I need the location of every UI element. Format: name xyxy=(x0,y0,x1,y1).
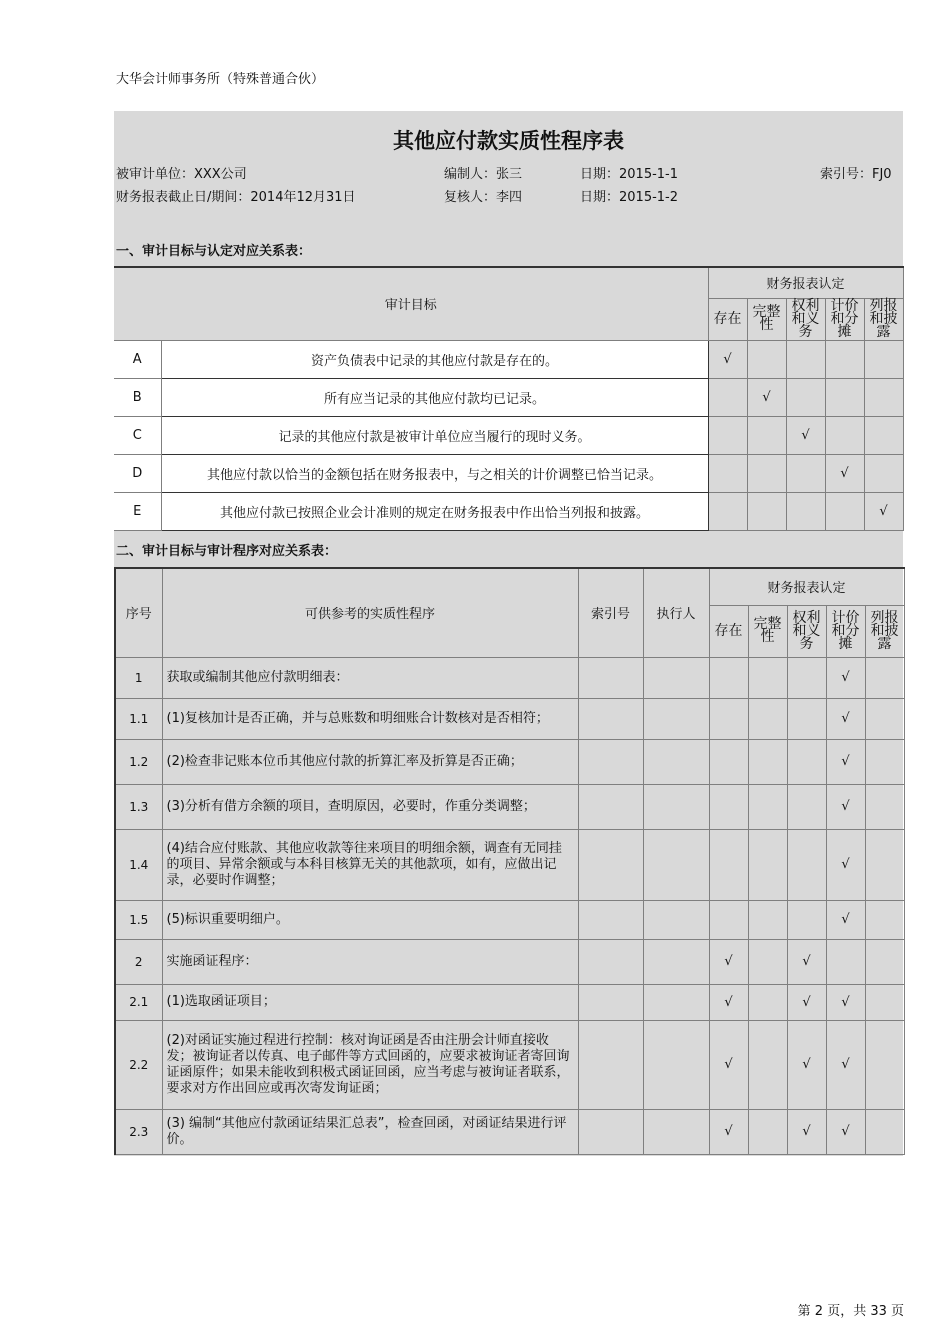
assertion-mark xyxy=(865,739,904,784)
procedure-text: (5)标识重要明细户。 xyxy=(162,900,578,939)
assertion-mark xyxy=(709,784,748,829)
goal-text: 其他应付款以恰当的金额包括在财务报表中，与之相关的计价调整已恰当记录。 xyxy=(161,454,708,492)
procedure-text: (4)结合应付账款、其他应收款等往来项目的明细余额，调查有无同挂的项目、异常余额或与本科目核算无关的其他款项，如有，应做出记录，必要时作调整； xyxy=(162,829,578,900)
assertion-mark xyxy=(748,984,787,1020)
assertion-mark xyxy=(787,739,826,784)
assertion-mark xyxy=(748,829,787,900)
assertion-row xyxy=(114,454,903,492)
procedure-executor xyxy=(643,1020,709,1109)
procedure-row xyxy=(115,657,904,698)
assertion-mark xyxy=(786,340,825,378)
assert-rights: 权利和义务 xyxy=(786,298,825,340)
assertion-table xyxy=(114,266,904,531)
procedure-number: 1 xyxy=(115,657,162,698)
assertion-mark: √ xyxy=(826,784,865,829)
worksheet xyxy=(114,111,903,1156)
assertion-mark xyxy=(709,900,748,939)
assertion-mark xyxy=(786,454,825,492)
assert-completeness: 完整性 xyxy=(747,298,786,340)
goal-code: D xyxy=(114,454,161,492)
assertion-mark xyxy=(787,829,826,900)
procedure-text: (2)对函证实施过程进行控制：核对询证函是否由注册会计师直接收发；被询证者以传真、电子邮件等方式回函的，应要求被询证者寄回询证函原件；如果未能收到积极式函证回函，应当考虑与被询证者联系，要求对方作出回应或再次寄发询证函； xyxy=(162,1020,578,1109)
assertion-mark: √ xyxy=(826,1020,865,1109)
procedure-number: 1.5 xyxy=(115,900,162,939)
procedure-text: (1)复核加计是否正确，并与总账数和明细账合计数核对是否相符； xyxy=(162,698,578,739)
assertion-mark: √ xyxy=(787,939,826,984)
assertion-mark xyxy=(709,829,748,900)
procedure-row xyxy=(115,739,904,784)
goal-code: E xyxy=(114,492,161,530)
assertion-mark xyxy=(747,492,786,530)
goal-code: A xyxy=(114,340,161,378)
assertion-mark xyxy=(709,657,748,698)
assertion-mark xyxy=(708,378,747,416)
assertion-row xyxy=(114,416,903,454)
procedure-number: 1.2 xyxy=(115,739,162,784)
procedure-executor xyxy=(643,657,709,698)
assertion-mark xyxy=(748,1020,787,1109)
assertion-mark: √ xyxy=(709,939,748,984)
section1-heading: 一、审计目标与认定对应关系表： xyxy=(116,244,312,259)
assertion-mark xyxy=(864,416,903,454)
assertion-mark xyxy=(825,492,864,530)
procedure-number: 1.4 xyxy=(115,829,162,900)
procedure-number: 1.3 xyxy=(115,784,162,829)
procedure-number: 2.1 xyxy=(115,984,162,1020)
client-name: 被审计单位：XXX公司 xyxy=(116,167,247,182)
assertion-mark xyxy=(825,340,864,378)
header-seq-no: 序号 xyxy=(115,568,162,657)
procedure-row xyxy=(115,939,904,984)
procedure-index xyxy=(578,739,643,784)
assertion-mark xyxy=(865,784,904,829)
assertion-mark xyxy=(747,340,786,378)
assertion-mark xyxy=(864,378,903,416)
assertion-mark: √ xyxy=(864,492,903,530)
goal-code: C xyxy=(114,416,161,454)
procedure-text: (1)选取函证项目； xyxy=(162,984,578,1020)
procedure-row xyxy=(115,829,904,900)
procedure-row xyxy=(115,984,904,1020)
procedure-text: 获取或编制其他应付款明细表： xyxy=(162,657,578,698)
procedure-executor xyxy=(643,784,709,829)
assertion-mark: √ xyxy=(825,454,864,492)
assert-completeness: 完整性 xyxy=(748,605,787,657)
goal-text: 其他应付款已按照企业会计准则的规定在财务报表中作出恰当列报和披露。 xyxy=(161,492,708,530)
assertion-mark xyxy=(787,900,826,939)
assertion-mark xyxy=(709,698,748,739)
assertion-mark: √ xyxy=(708,340,747,378)
assertion-mark xyxy=(825,378,864,416)
assertion-mark xyxy=(865,698,904,739)
procedure-row xyxy=(115,698,904,739)
assertion-mark: √ xyxy=(709,1109,748,1154)
assert-valuation: 计价和分摊 xyxy=(825,298,864,340)
procedure-index xyxy=(578,1109,643,1154)
assertion-mark xyxy=(865,657,904,698)
assertion-mark xyxy=(865,984,904,1020)
assert-existence: 存在 xyxy=(708,298,747,340)
procedure-number: 2 xyxy=(115,939,162,984)
section2-heading: 二、审计目标与审计程序对应关系表： xyxy=(116,544,338,559)
procedure-text: (3)分析有借方余额的项目，查明原因，必要时，作重分类调整； xyxy=(162,784,578,829)
assertion-mark: √ xyxy=(709,1020,748,1109)
assertion-mark xyxy=(787,784,826,829)
review-date: 日期：2015-1-2 xyxy=(580,190,679,205)
assertion-mark xyxy=(786,378,825,416)
procedure-executor xyxy=(643,829,709,900)
assertion-mark xyxy=(865,939,904,984)
procedure-index xyxy=(578,939,643,984)
assertion-mark: √ xyxy=(826,698,865,739)
procedure-row xyxy=(115,784,904,829)
procedure-index xyxy=(578,657,643,698)
assertion-mark: √ xyxy=(826,739,865,784)
assertion-mark xyxy=(865,829,904,900)
procedure-number: 1.1 xyxy=(115,698,162,739)
procedure-text: 实施函证程序： xyxy=(162,939,578,984)
assertion-mark: √ xyxy=(826,829,865,900)
assertion-mark xyxy=(748,939,787,984)
goal-text: 记录的其他应付款是被审计单位应当履行的现时义务。 xyxy=(161,416,708,454)
header-audit-goal: 审计目标 xyxy=(114,267,708,340)
assertion-mark xyxy=(708,492,747,530)
procedure-row xyxy=(115,1109,904,1154)
page-title: 其他应付款实质性程序表 xyxy=(393,129,624,153)
goal-code: B xyxy=(114,378,161,416)
assertion-mark: √ xyxy=(826,657,865,698)
procedure-executor xyxy=(643,698,709,739)
procedure-index xyxy=(578,784,643,829)
assertion-row xyxy=(114,492,903,530)
assertion-mark xyxy=(708,416,747,454)
preparer: 编制人：张三 xyxy=(444,167,523,182)
index-number: 索引号：FJ0 xyxy=(820,167,892,182)
assert-presentation: 列报和披露 xyxy=(865,605,904,657)
assertion-mark xyxy=(787,698,826,739)
assert-rights: 权利和义务 xyxy=(787,605,826,657)
assertion-mark: √ xyxy=(786,416,825,454)
header-executor: 执行人 xyxy=(643,568,709,657)
assertion-mark xyxy=(748,698,787,739)
procedure-table xyxy=(114,567,905,1155)
procedure-text: (3) 编制“其他应付款函证结果汇总表”，检查回函，对函证结果进行评价。 xyxy=(162,1109,578,1154)
assertion-mark xyxy=(786,492,825,530)
assertion-mark xyxy=(748,657,787,698)
assertion-mark xyxy=(787,657,826,698)
assertion-mark xyxy=(748,784,787,829)
assert-existence: 存在 xyxy=(709,605,748,657)
assertion-mark xyxy=(748,739,787,784)
assertion-mark xyxy=(748,1109,787,1154)
procedure-number: 2.3 xyxy=(115,1109,162,1154)
header-procedure: 可供参考的实质性程序 xyxy=(162,568,578,657)
assertion-row xyxy=(114,378,903,416)
prep-date: 日期：2015-1-1 xyxy=(580,167,679,182)
procedure-index xyxy=(578,984,643,1020)
goal-text: 所有应当记录的其他应付款均已记录。 xyxy=(161,378,708,416)
procedure-number: 2.2 xyxy=(115,1020,162,1109)
procedure-row xyxy=(115,1020,904,1109)
header-assertions: 财务报表认定 xyxy=(709,568,904,605)
assertion-mark: √ xyxy=(787,1020,826,1109)
assertion-mark xyxy=(865,900,904,939)
assertion-mark: √ xyxy=(826,1109,865,1154)
page-number: 第 2 页，共 33 页 xyxy=(797,1304,904,1319)
procedure-executor xyxy=(643,739,709,784)
assertion-mark xyxy=(709,739,748,784)
assertion-mark xyxy=(825,416,864,454)
assertion-mark: √ xyxy=(826,984,865,1020)
goal-text: 资产负债表中记录的其他应付款是存在的。 xyxy=(161,340,708,378)
assertion-mark: √ xyxy=(747,378,786,416)
assertion-mark xyxy=(748,900,787,939)
assertion-mark: √ xyxy=(826,900,865,939)
procedure-index xyxy=(578,900,643,939)
assertion-mark xyxy=(826,939,865,984)
procedure-text: (2)检查非记账本位币其他应付款的折算汇率及折算是否正确； xyxy=(162,739,578,784)
procedure-index xyxy=(578,829,643,900)
assertion-mark: √ xyxy=(709,984,748,1020)
assertion-mark xyxy=(747,454,786,492)
assert-valuation: 计价和分摊 xyxy=(826,605,865,657)
header-index: 索引号 xyxy=(578,568,643,657)
assertion-mark xyxy=(865,1109,904,1154)
assertion-mark xyxy=(864,454,903,492)
procedure-index xyxy=(578,1020,643,1109)
procedure-executor xyxy=(643,984,709,1020)
header-assertions: 财务报表认定 xyxy=(708,267,903,298)
report-period: 财务报表截止日/期间：2014年12月31日 xyxy=(116,190,356,205)
reviewer: 复核人：李四 xyxy=(444,190,523,205)
procedure-row xyxy=(115,900,904,939)
firm-name: 大华会计师事务所（特殊普通合伙） xyxy=(116,72,325,87)
procedure-executor xyxy=(643,1109,709,1154)
assertion-mark xyxy=(865,1020,904,1109)
assertion-mark xyxy=(708,454,747,492)
assert-presentation: 列报和披露 xyxy=(864,298,903,340)
assertion-mark: √ xyxy=(787,984,826,1020)
assertion-mark xyxy=(747,416,786,454)
assertion-row xyxy=(114,340,903,378)
procedure-index xyxy=(578,698,643,739)
assertion-mark: √ xyxy=(787,1109,826,1154)
procedure-executor xyxy=(643,939,709,984)
assertion-mark xyxy=(864,340,903,378)
procedure-executor xyxy=(643,900,709,939)
